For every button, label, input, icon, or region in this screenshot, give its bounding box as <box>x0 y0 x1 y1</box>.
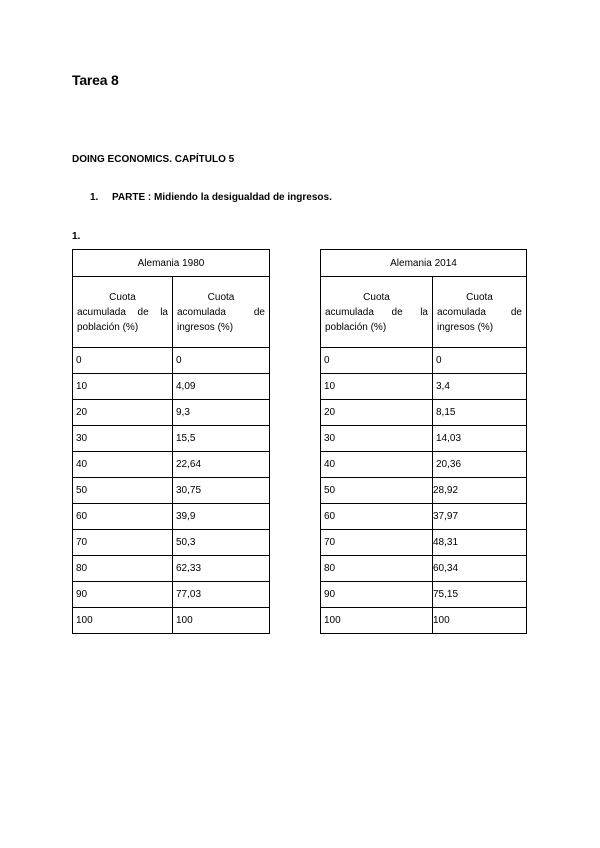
question-number: 1. <box>72 231 81 242</box>
header-line1: Cuota <box>363 291 390 303</box>
cell-ingresos: 30,75 <box>173 478 270 504</box>
cell-poblacion: 40 <box>73 452 173 478</box>
table-row <box>321 400 527 426</box>
header-rest: acumulada de la población (%) <box>325 306 428 333</box>
cell-ingresos: 9,3 <box>173 400 270 426</box>
table-row <box>321 530 527 556</box>
column-header-poblacion <box>321 277 433 348</box>
header-rest: acumulada de la población (%) <box>77 306 168 333</box>
cell-ingresos: 48,31 <box>433 530 527 556</box>
cell-ingresos: 22,64 <box>173 452 270 478</box>
cell-poblacion: 60 <box>321 504 433 530</box>
cell-ingresos: 39,9 <box>173 504 270 530</box>
table-caption: Alemania 1980 <box>73 250 270 277</box>
cell-poblacion: 50 <box>73 478 173 504</box>
header-line1: Cuota <box>207 291 235 303</box>
table-row <box>73 348 270 374</box>
table-caption: Alemania 2014 <box>321 250 527 277</box>
table-row <box>73 530 270 556</box>
cell-ingresos: 75,15 <box>433 582 527 608</box>
column-header-ingresos <box>173 277 270 348</box>
table-row <box>321 582 527 608</box>
document-subtitle: DOING ECONOMICS. CAPÍTULO 5 <box>72 154 235 165</box>
cell-ingresos: 100 <box>173 608 270 634</box>
cell-ingresos: 37,97 <box>433 504 527 530</box>
table-row <box>321 426 527 452</box>
cell-poblacion: 100 <box>73 608 173 634</box>
table-alemania-1980 <box>72 249 270 634</box>
cell-poblacion: 10 <box>321 374 433 400</box>
cell-poblacion: 40 <box>321 452 433 478</box>
cell-ingresos: 15,5 <box>173 426 270 452</box>
part-heading <box>90 192 332 203</box>
cell-ingresos: 14,03 <box>433 426 527 452</box>
table-row <box>321 556 527 582</box>
document-title: Tarea 8 <box>72 72 119 88</box>
table-row <box>73 478 270 504</box>
cell-ingresos: 100 <box>433 608 527 634</box>
cell-ingresos: 4,09 <box>173 374 270 400</box>
cell-ingresos: 77,03 <box>173 582 270 608</box>
header-line1: Cuota <box>109 291 136 303</box>
table-row <box>73 608 270 634</box>
table-row <box>73 452 270 478</box>
cell-ingresos: 50,3 <box>173 530 270 556</box>
cell-poblacion: 30 <box>73 426 173 452</box>
table-row <box>73 400 270 426</box>
cell-ingresos: 62,33 <box>173 556 270 582</box>
cell-ingresos: 0 <box>433 348 527 374</box>
cell-poblacion: 80 <box>321 556 433 582</box>
cell-poblacion: 70 <box>73 530 173 556</box>
table-row <box>321 608 527 634</box>
table-row <box>73 556 270 582</box>
cell-poblacion: 50 <box>321 478 433 504</box>
cell-poblacion: 70 <box>321 530 433 556</box>
cell-ingresos: 60,34 <box>433 556 527 582</box>
cell-ingresos: 28,92 <box>433 478 527 504</box>
cell-poblacion: 90 <box>321 582 433 608</box>
cell-poblacion: 30 <box>321 426 433 452</box>
table-row <box>321 478 527 504</box>
cell-ingresos: 20,36 <box>433 452 527 478</box>
part-number: 1. <box>90 192 99 203</box>
cell-poblacion: 90 <box>73 582 173 608</box>
header-line1: Cuota <box>466 291 493 303</box>
table-row <box>321 348 527 374</box>
cell-poblacion: 20 <box>321 400 433 426</box>
cell-ingresos: 3,4 <box>433 374 527 400</box>
cell-poblacion: 10 <box>73 374 173 400</box>
cell-poblacion: 20 <box>73 400 173 426</box>
header-rest: acomulada de ingresos (%) <box>177 306 265 333</box>
cell-poblacion: 80 <box>73 556 173 582</box>
column-header-poblacion <box>73 277 173 348</box>
column-header-ingresos <box>433 277 527 348</box>
part-text: PARTE : Midiendo la desigualdad de ingresos. <box>112 192 332 203</box>
table-alemania-2014 <box>320 249 527 634</box>
cell-poblacion: 0 <box>73 348 173 374</box>
cell-ingresos: 8,15 <box>433 400 527 426</box>
table-row <box>73 582 270 608</box>
cell-poblacion: 60 <box>73 504 173 530</box>
table-row <box>73 504 270 530</box>
table-row <box>321 504 527 530</box>
cell-ingresos: 0 <box>173 348 270 374</box>
cell-poblacion: 100 <box>321 608 433 634</box>
table-row <box>321 452 527 478</box>
cell-poblacion: 0 <box>321 348 433 374</box>
table-row <box>73 426 270 452</box>
table-row <box>321 374 527 400</box>
header-rest: acomulada de ingresos (%) <box>437 306 522 333</box>
table-row <box>73 374 270 400</box>
